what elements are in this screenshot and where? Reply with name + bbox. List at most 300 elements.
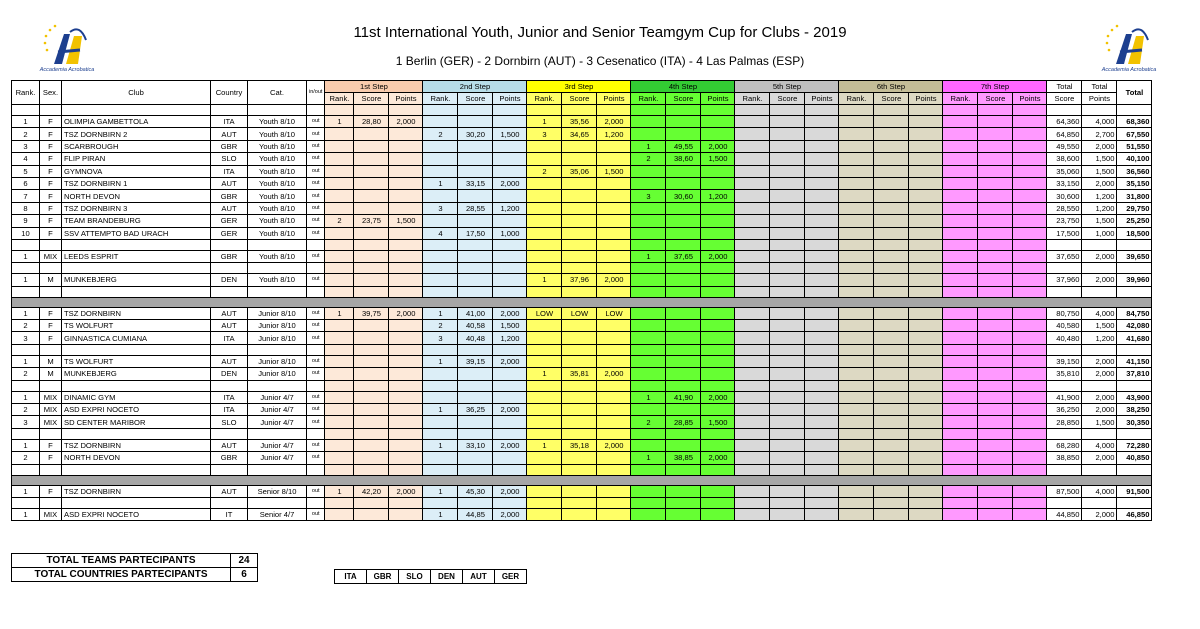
inout-cell: out (307, 320, 325, 332)
step-rank-cell: 2 (631, 416, 666, 428)
step-points-cell (1013, 116, 1047, 128)
step-rank-cell (325, 404, 354, 416)
step-points-cell (701, 380, 735, 391)
sex-cell: F (40, 128, 62, 140)
col-step-sub: Rank. (423, 93, 458, 105)
club-cell: NORTH DEVON (62, 452, 211, 464)
inout-cell: out (307, 190, 325, 202)
country-cell: GER (211, 215, 248, 227)
step-points-cell: LOW (597, 307, 631, 319)
step-points-cell (597, 332, 631, 344)
country-cell (211, 497, 248, 508)
step-points-cell (909, 165, 943, 177)
rank-cell: 1 (12, 485, 40, 497)
step-points-cell (1013, 128, 1047, 140)
col-step-7: 7th Step (943, 81, 1047, 93)
step-rank-cell (527, 190, 562, 202)
step-rank-cell (527, 508, 562, 520)
col-club: Club (62, 81, 211, 105)
total-points-cell: 1,500 (1082, 153, 1117, 165)
step-score-cell (874, 391, 909, 403)
rank-cell: 1 (12, 391, 40, 403)
step-rank-cell (325, 153, 354, 165)
step-rank-cell: 1 (527, 439, 562, 451)
total-score-cell: 35,810 (1047, 368, 1082, 380)
step-rank-cell (943, 227, 978, 239)
step-score-cell: 37,65 (666, 250, 701, 262)
table-row (12, 190, 1152, 202)
step-rank-cell (735, 190, 770, 202)
step-points-cell: 2,000 (493, 307, 527, 319)
step-rank-cell (735, 105, 770, 116)
step-points-cell (389, 165, 423, 177)
step-rank-cell (325, 508, 354, 520)
rank-cell (12, 497, 40, 508)
step-rank-cell (943, 307, 978, 319)
category-cell: Junior 8/10 (248, 368, 307, 380)
step-points-cell (909, 307, 943, 319)
step-points-cell (1013, 153, 1047, 165)
category-cell: Junior 4/7 (248, 391, 307, 403)
step-score-cell (770, 116, 805, 128)
step-points-cell: 2,000 (493, 177, 527, 189)
step-points-cell (1013, 239, 1047, 250)
step-rank-cell (325, 344, 354, 355)
col-step-sub: Rank. (631, 93, 666, 105)
step-points-cell (701, 464, 735, 475)
table-row (12, 368, 1152, 380)
step-points-cell (701, 307, 735, 319)
step-rank-cell: 3 (527, 128, 562, 140)
step-rank-cell (839, 508, 874, 520)
step-score-cell (770, 215, 805, 227)
col-grand-total: Total (1117, 81, 1152, 105)
step-points-cell (909, 286, 943, 297)
club-cell: GYMNOVA (62, 165, 211, 177)
total-points-cell: 2,000 (1082, 368, 1117, 380)
step-rank-cell (735, 274, 770, 286)
step-points-cell (389, 344, 423, 355)
step-rank-cell (423, 190, 458, 202)
step-points-cell (909, 116, 943, 128)
country-cell: AUT (211, 202, 248, 214)
step-rank-cell (839, 177, 874, 189)
step-score-cell (562, 202, 597, 214)
step-points-cell (597, 250, 631, 262)
step-score-cell: 35,56 (562, 116, 597, 128)
country-cell: ITA (211, 116, 248, 128)
summary-table (11, 553, 258, 582)
inout-cell: out (307, 140, 325, 152)
step-score-cell (874, 286, 909, 297)
step-rank-cell (839, 263, 874, 274)
sex-cell: F (40, 485, 62, 497)
step-score-cell (770, 404, 805, 416)
step-rank-cell (839, 452, 874, 464)
club-cell: MUNKEBJERG (62, 274, 211, 286)
category-cell: Youth 8/10 (248, 153, 307, 165)
step-score-cell: 49,55 (666, 140, 701, 152)
country-cell: GBR (211, 250, 248, 262)
step-score-cell (978, 239, 1013, 250)
step-points-cell: 2,000 (597, 439, 631, 451)
total-points-cell (1082, 286, 1117, 297)
inout-cell (307, 105, 325, 116)
table-row (12, 355, 1152, 367)
step-score-cell (770, 140, 805, 152)
step-rank-cell (943, 177, 978, 189)
step-rank-cell (631, 485, 666, 497)
step-score-cell: 33,10 (458, 439, 493, 451)
step-points-cell (805, 177, 839, 189)
step-score-cell (874, 464, 909, 475)
step-rank-cell (735, 380, 770, 391)
step-rank-cell (839, 165, 874, 177)
logo-caption: Accademia Acrobatica (39, 67, 95, 73)
step-points-cell (1013, 202, 1047, 214)
rank-cell (12, 239, 40, 250)
sex-cell (40, 263, 62, 274)
total-countries-label: TOTAL COUNTRIES PARTECIPANTS (12, 568, 231, 582)
step-points-cell (1013, 508, 1047, 520)
sex-cell: F (40, 177, 62, 189)
step-rank-cell (631, 439, 666, 451)
step-rank-cell (423, 250, 458, 262)
step-rank-cell (839, 497, 874, 508)
country-cell (211, 286, 248, 297)
sex-cell (40, 497, 62, 508)
step-points-cell: 2,000 (701, 250, 735, 262)
step-points-cell (597, 497, 631, 508)
step-score-cell (458, 274, 493, 286)
step-score-cell (458, 464, 493, 475)
category-cell: Youth 8/10 (248, 250, 307, 262)
country-cell: AUT (211, 439, 248, 451)
step-rank-cell (631, 105, 666, 116)
country-cell: ITA (211, 332, 248, 344)
step-score-cell (562, 380, 597, 391)
category-cell: Youth 8/10 (248, 116, 307, 128)
step-rank-cell (325, 128, 354, 140)
step-points-cell (701, 368, 735, 380)
step-rank-cell (631, 307, 666, 319)
step-score-cell (354, 263, 389, 274)
step-rank-cell (735, 416, 770, 428)
total-points-cell (1082, 380, 1117, 391)
step-points-cell (701, 263, 735, 274)
step-score-cell (978, 464, 1013, 475)
category-cell (248, 380, 307, 391)
category-cell (248, 239, 307, 250)
category-cell (248, 286, 307, 297)
step-score-cell (354, 153, 389, 165)
step-points-cell (909, 344, 943, 355)
sex-cell: M (40, 274, 62, 286)
step-rank-cell (735, 227, 770, 239)
step-score-cell (978, 227, 1013, 239)
step-score-cell (874, 250, 909, 262)
step-rank-cell (631, 344, 666, 355)
step-score-cell (666, 439, 701, 451)
step-points-cell (493, 116, 527, 128)
grand-total-cell: 39,960 (1117, 274, 1152, 286)
table-row (12, 116, 1152, 128)
section-separator (12, 475, 1152, 485)
step-points-cell: 2,000 (493, 485, 527, 497)
club-cell (62, 380, 211, 391)
step-points-cell (389, 416, 423, 428)
step-points-cell (493, 274, 527, 286)
step-score-cell (562, 105, 597, 116)
step-rank-cell (631, 165, 666, 177)
step-rank-cell (527, 391, 562, 403)
step-points-cell (389, 368, 423, 380)
club-cell: MUNKEBJERG (62, 368, 211, 380)
total-points-cell: 1,200 (1082, 202, 1117, 214)
step-score-cell (978, 344, 1013, 355)
step-score-cell (666, 263, 701, 274)
sex-cell: F (40, 332, 62, 344)
step-score-cell (770, 464, 805, 475)
total-points-cell (1082, 497, 1117, 508)
category-cell: Junior 8/10 (248, 332, 307, 344)
grand-total-cell (1117, 263, 1152, 274)
step-score-cell (874, 140, 909, 152)
category-cell: Youth 8/10 (248, 215, 307, 227)
step-points-cell (805, 128, 839, 140)
country-cell: AUT (211, 177, 248, 189)
total-score-cell (1047, 380, 1082, 391)
step-rank-cell (325, 227, 354, 239)
grand-total-cell: 41,680 (1117, 332, 1152, 344)
step-points-cell (805, 368, 839, 380)
inout-cell: out (307, 128, 325, 140)
category-cell: Junior 8/10 (248, 355, 307, 367)
step-rank-cell: LOW (527, 307, 562, 319)
step-points-cell (493, 464, 527, 475)
step-rank-cell (943, 464, 978, 475)
step-points-cell (597, 416, 631, 428)
step-rank-cell (735, 286, 770, 297)
step-score-cell (770, 497, 805, 508)
table-row (12, 439, 1152, 451)
step-points-cell (701, 215, 735, 227)
step-points-cell (701, 404, 735, 416)
total-score-cell: 87,500 (1047, 485, 1082, 497)
step-rank-cell (943, 274, 978, 286)
step-rank-cell (839, 140, 874, 152)
step-score-cell (978, 250, 1013, 262)
total-points-cell: 4,000 (1082, 439, 1117, 451)
step-score-cell: 28,55 (458, 202, 493, 214)
step-points-cell: 1,000 (493, 227, 527, 239)
step-score-cell (666, 105, 701, 116)
results-table (11, 80, 1152, 521)
step-rank-cell (839, 332, 874, 344)
col-total-score: Score (1047, 93, 1082, 105)
step-rank-cell (735, 128, 770, 140)
total-points-cell: 2,000 (1082, 452, 1117, 464)
step-points-cell (1013, 215, 1047, 227)
step-points-cell (597, 227, 631, 239)
rank-cell: 1 (12, 250, 40, 262)
step-rank-cell: 2 (423, 128, 458, 140)
country-code: GER (495, 570, 527, 584)
step-points-cell (909, 320, 943, 332)
step-score-cell (978, 508, 1013, 520)
inout-cell: out (307, 404, 325, 416)
step-score-cell (874, 165, 909, 177)
step-points-cell (1013, 344, 1047, 355)
inout-cell (307, 344, 325, 355)
step-score-cell (770, 428, 805, 439)
step-score-cell: 34,65 (562, 128, 597, 140)
step-rank-cell (631, 128, 666, 140)
step-rank-cell (527, 202, 562, 214)
step-rank-cell (839, 428, 874, 439)
step-score-cell (874, 332, 909, 344)
step-rank-cell: 1 (631, 391, 666, 403)
total-score-cell: 49,550 (1047, 140, 1082, 152)
category-cell: Senior 8/10 (248, 485, 307, 497)
total-points-cell: 2,000 (1082, 250, 1117, 262)
grand-total-cell (1117, 239, 1152, 250)
step-points-cell (389, 497, 423, 508)
col-step-1: 1st Step (325, 81, 423, 93)
step-score-cell (770, 380, 805, 391)
country-cell: AUT (211, 355, 248, 367)
category-cell: Junior 8/10 (248, 307, 307, 319)
step-rank-cell (325, 320, 354, 332)
rank-cell: 1 (12, 439, 40, 451)
grand-total-cell (1117, 464, 1152, 475)
step-points-cell (701, 428, 735, 439)
step-points-cell (805, 239, 839, 250)
step-rank-cell (527, 344, 562, 355)
total-score-cell (1047, 263, 1082, 274)
step-points-cell (597, 263, 631, 274)
step-score-cell (562, 177, 597, 189)
step-rank-cell (735, 307, 770, 319)
total-score-cell (1047, 239, 1082, 250)
grand-total-cell: 84,750 (1117, 307, 1152, 319)
step-score-cell (666, 239, 701, 250)
step-rank-cell (943, 380, 978, 391)
rank-cell (12, 105, 40, 116)
step-rank-cell (735, 140, 770, 152)
step-points-cell (701, 202, 735, 214)
step-points-cell (805, 391, 839, 403)
col-step-sub: Points (701, 93, 735, 105)
step-rank-cell (631, 404, 666, 416)
step-rank-cell (325, 355, 354, 367)
blank-row (12, 239, 1152, 250)
step-score-cell (770, 274, 805, 286)
step-points-cell (909, 485, 943, 497)
step-points-cell: 2,000 (597, 274, 631, 286)
rank-cell: 3 (12, 332, 40, 344)
total-score-cell: 64,360 (1047, 116, 1082, 128)
step-rank-cell (943, 416, 978, 428)
grand-total-cell: 30,350 (1117, 416, 1152, 428)
step-score-cell (978, 320, 1013, 332)
rank-cell: 3 (12, 140, 40, 152)
step-score-cell (874, 428, 909, 439)
table-row (12, 128, 1152, 140)
sex-cell (40, 428, 62, 439)
total-points-cell: 1,500 (1082, 165, 1117, 177)
step-rank-cell (325, 428, 354, 439)
step-points-cell (597, 239, 631, 250)
step-score-cell (458, 215, 493, 227)
step-rank-cell: 1 (423, 508, 458, 520)
step-score-cell: 39,75 (354, 307, 389, 319)
step-points-cell (805, 497, 839, 508)
inout-cell (307, 380, 325, 391)
step-points-cell (1013, 391, 1047, 403)
step-points-cell (493, 497, 527, 508)
rank-cell: 2 (12, 452, 40, 464)
step-rank-cell: 2 (423, 320, 458, 332)
step-rank-cell (839, 116, 874, 128)
total-points-cell: 2,000 (1082, 404, 1117, 416)
step-rank-cell (423, 391, 458, 403)
step-rank-cell (423, 416, 458, 428)
step-points-cell (597, 428, 631, 439)
step-score-cell (770, 239, 805, 250)
sex-cell: F (40, 140, 62, 152)
step-score-cell (354, 404, 389, 416)
sex-cell: F (40, 452, 62, 464)
step-score-cell: 42,20 (354, 485, 389, 497)
step-rank-cell (423, 140, 458, 152)
step-points-cell: 1,500 (493, 320, 527, 332)
step-score-cell (874, 320, 909, 332)
step-score-cell (666, 165, 701, 177)
step-score-cell (770, 177, 805, 189)
step-rank-cell (735, 355, 770, 367)
step-rank-cell (839, 105, 874, 116)
step-rank-cell (943, 355, 978, 367)
step-points-cell (701, 286, 735, 297)
step-score-cell: 23,75 (354, 215, 389, 227)
step-score-cell (562, 190, 597, 202)
grand-total-cell (1117, 380, 1152, 391)
step-score-cell (978, 140, 1013, 152)
step-points-cell (1013, 332, 1047, 344)
step-rank-cell (631, 380, 666, 391)
step-points-cell: 1,500 (701, 153, 735, 165)
inout-cell (307, 263, 325, 274)
rank-cell: 7 (12, 190, 40, 202)
step-rank-cell (735, 452, 770, 464)
rank-cell (12, 263, 40, 274)
step-score-cell: 40,58 (458, 320, 493, 332)
inout-cell: out (307, 307, 325, 319)
separator-cell (12, 297, 1152, 307)
step-points-cell (805, 190, 839, 202)
step-rank-cell (527, 286, 562, 297)
step-points-cell (389, 202, 423, 214)
total-score-cell (1047, 286, 1082, 297)
step-score-cell (874, 227, 909, 239)
rank-cell: 1 (12, 274, 40, 286)
step-points-cell (909, 227, 943, 239)
step-points-cell (701, 497, 735, 508)
club-cell: SD CENTER MARIBOR (62, 416, 211, 428)
step-points-cell: 2,000 (493, 355, 527, 367)
step-score-cell (354, 190, 389, 202)
